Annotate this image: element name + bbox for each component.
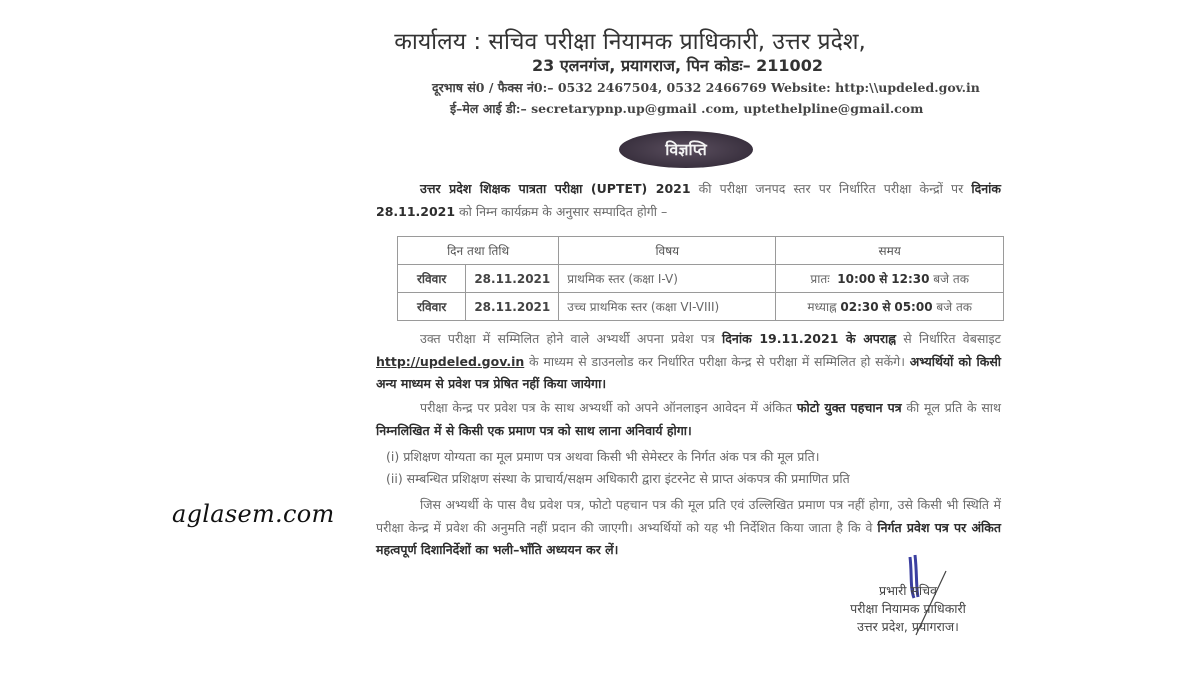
exam-date: दिनांक 28.11.2021 (376, 181, 1001, 219)
cell-day: रविवार (398, 265, 466, 293)
id-text-b: की मूल प्रति के साथ (901, 400, 1001, 415)
time-start: 10:00 (837, 272, 876, 286)
cell-time (776, 265, 1004, 293)
time-end: 12:30 (891, 272, 930, 286)
cell-time (776, 293, 1004, 321)
id-text-a: परीक्षा केन्द्र पर प्रवेश पत्र के साथ अभ्यर्थी को अपने ऑनलाइन आवेदन में अंकित (420, 400, 797, 415)
header-time: समय (776, 237, 1004, 265)
paragraph-entry-rules (376, 494, 1001, 562)
cell-subject: उच्च प्राथमिक स्तर (कक्षा VI-VIII) (559, 293, 776, 321)
table-row (398, 265, 1004, 293)
time-suffix: बजे तक (933, 272, 969, 286)
exam-name: उत्तर प्रदेश शिक्षक पात्रता परीक्षा (UPTET) 2021 (420, 181, 691, 196)
office-address: 23 एलनगंज, प्रयागराज, पिन कोडः– 211002 (532, 56, 823, 75)
id-requirement: निम्नलिखित में से किसी एक प्रमाण पत्र को साथ लाना अनिवार्य होगा। (376, 422, 692, 438)
time-sep: से (882, 300, 891, 314)
email-line (450, 100, 923, 117)
admit-text-c: के माध्यम से डाउनलोड कर निर्धारित परीक्षा केन्द्र से परीक्षा में सम्मिलित हो सकेंगे। (524, 353, 910, 369)
signatory-title: प्रभारी सचिव (878, 583, 938, 598)
time-prefix: मध्याह्न (807, 300, 837, 314)
time-start: 02:30 (840, 300, 879, 314)
time-suffix: बजे तक (936, 300, 973, 314)
paragraph-intro (376, 178, 1001, 223)
contact-line (432, 79, 980, 96)
admit-date: दिनांक 19.11.2021 के अपराह्न (722, 331, 897, 346)
cell-date: 28.11.2021 (466, 265, 559, 293)
list-item: (i) प्रशिक्षण योग्यता का मूल प्रमाण पत्र अथवा किसी भी सेमेस्टर के निर्गत अंक पत्र की मूल प्रति। (386, 449, 820, 464)
table-row (398, 293, 1004, 321)
list-item: (ii) सम्बन्धित प्रशिक्षण संस्था के प्राचार्य/सक्षम अधिकारी द्वारा इंटरनेट से प्राप्त अंकपत्र की प्रमाणित प्रति (386, 471, 850, 486)
admit-warning: अभ्यर्थियों को किसी अन्य माध्यम से प्रवेश पत्र प्रेषित नहीं किया जायेगा। (376, 353, 1002, 391)
time-end: 05:00 (894, 300, 933, 314)
signatory-location: उत्तर प्रदेश, प्रयागराज। (857, 619, 959, 634)
signatory-office: परीक्षा नियामक प्राधिकारी (850, 601, 966, 616)
entry-text-a: जिस अभ्यर्थी के पास वैध प्रवेश पत्र, फोटो पहचान पत्र की मूल प्रति एवं उल्लिखित प्रमाण पत्र नहीं होगा, उसे किसी भी स्थिति में परीक्षा केन्द्र में प्रवेश की अनुमति नहीं प्रदान की जाएगी। अभ्यर्थियों को यह भी निर्देशित किया जाता है कि वे (376, 497, 1001, 535)
time-prefix: प्रातः (810, 272, 830, 286)
email-prefix: ई–मेल आई डी:– (450, 101, 527, 116)
intro-text-b: को निम्न कार्यक्रम के अनुसार सम्पादित होगी – (455, 203, 668, 219)
office-title (0, 24, 1200, 56)
website-link[interactable]: http://updeled.gov.in (376, 353, 525, 369)
contact-prefix: दूरभाष सं0 / फैक्स नं0:– (432, 80, 554, 95)
admit-text-a: उक्त परीक्षा में सम्मिलित होने वाले अभ्यर्थी अपना प्रवेश पत्र (420, 331, 723, 346)
email-link-2[interactable]: uptethelpline@gmail.com (743, 101, 924, 116)
notice-title-badge: विज्ञप्ति (619, 131, 753, 168)
entry-guidelines: निर्गत प्रवेश पत्र पर अंकित महत्वपूर्ण दिशानिर्देशों का भली–भाँति अध्ययन कर लें। (376, 519, 1001, 557)
paragraph-admit-card (376, 328, 1001, 396)
contact-numbers: 0532 2467504, 0532 2466769 (557, 80, 767, 95)
time-sep: से (879, 272, 888, 286)
admit-text-b: से निर्धारित वेबसाइट (896, 331, 1001, 346)
office-title-text: कार्यालय : सचिव परीक्षा नियामक प्राधिकारी, उत्तर प्रदेश, (394, 29, 866, 55)
header-day-date: दिन तथा तिथि (398, 237, 559, 265)
website-label: Website: (770, 80, 831, 95)
watermark-logo: aglasem.com (172, 500, 335, 528)
cell-subject: प्राथमिक स्तर (कक्षा I-V) (559, 265, 776, 293)
document-list (386, 446, 850, 490)
cell-date: 28.11.2021 (466, 293, 559, 321)
header-subject: विषय (559, 237, 776, 265)
intro-text-a: की परीक्षा जनपद स्तर पर निर्धारित परीक्षा केन्द्रों पर (690, 181, 972, 196)
signature-block (818, 582, 998, 636)
cell-day: रविवार (398, 293, 466, 321)
paragraph-id-proof (376, 397, 1001, 442)
table-header-row (398, 237, 1004, 265)
id-photo-proof: फोटो युक्त पहचान पत्र (796, 400, 902, 415)
schedule-table (397, 236, 1004, 321)
email-link-1[interactable]: secretarypnp.up@gmail .com, (531, 101, 740, 116)
website-link[interactable]: http:\\updeled.gov.in (835, 80, 980, 95)
